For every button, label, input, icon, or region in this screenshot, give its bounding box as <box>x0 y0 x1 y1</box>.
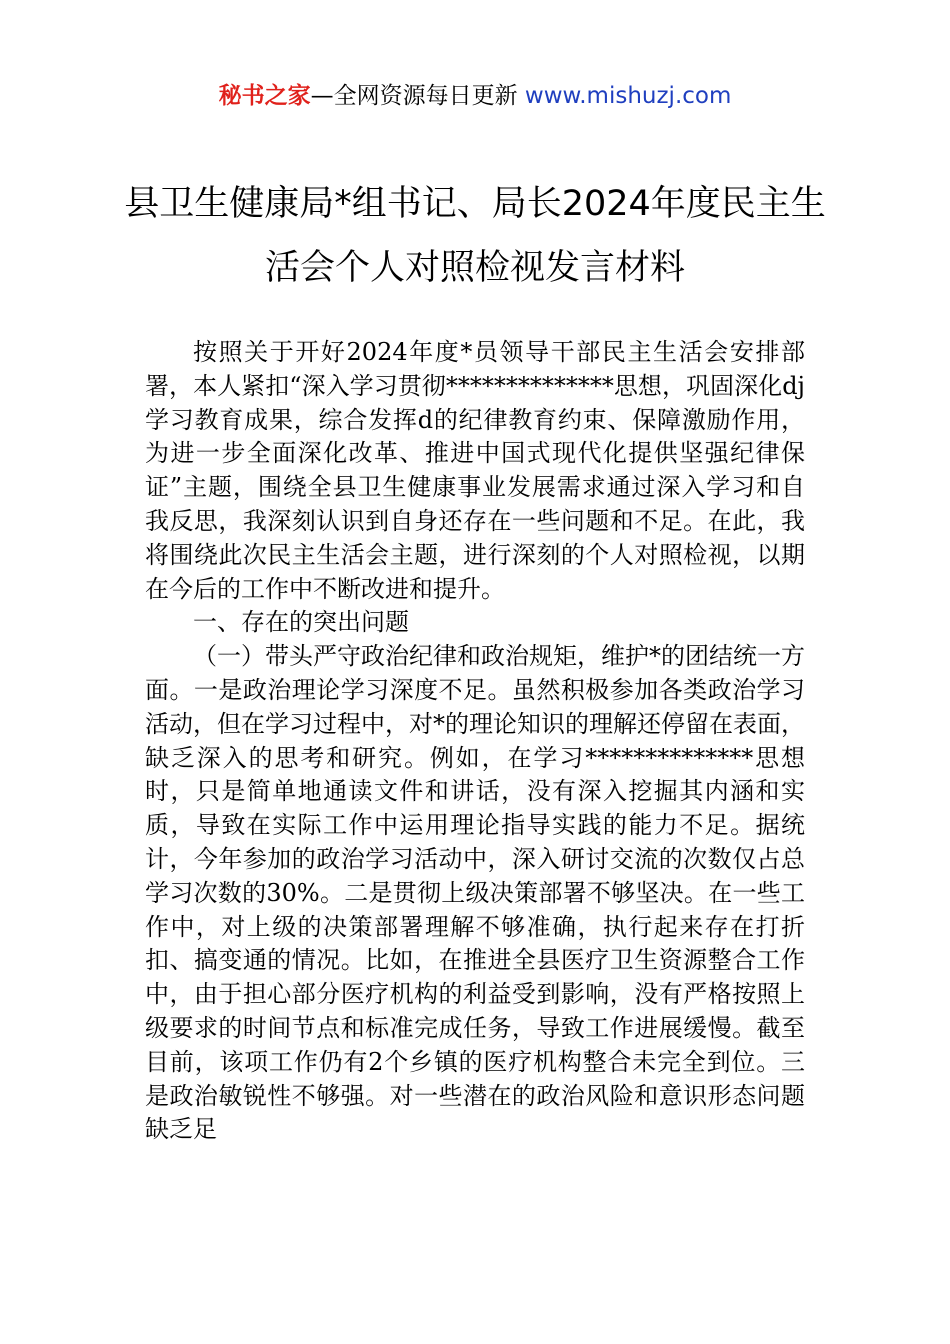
section-heading: 一、存在的突出问题 <box>193 608 409 637</box>
body-paragraph: （一）带头严守政治纪律和政治规矩，维护*的团结统一方面。一是政治理论学习深度不足。虽然积极参加各类政治学习活动，但在学习过程中，对*的理论知识的理解还停留在表面，缺乏深入的思考和研究。例如，在学习**************思想时，只是简单地通读文件和讲话，没有深入挖掘其内涵和实质，导致在实际工作中运用理论指导实践的能力不足。据统计，今年参加的政治学习活动中，深入研讨交流的次数仅占总学习次数的30%。二是贯彻上级决策部署不够坚决。在一些工作中，对上级的决策部署理解不够准确，执行起来存在打折扣、搞变通的情况。比如，在推进全县医疗卫生资源整合工作中，由于担心部分医疗机构的利益受到影响，没有严格按照上级要求的时间节点和标准完成任务，导致工作进展缓慢。截至目前，该项工作仍有2个乡镇的医疗机构整合未完全到位。三是政治敏锐性不够强。对一些潜在的政治风险和意识形态问题缺乏足 <box>145 642 805 1144</box>
site-tagline: —全网资源每日更新 <box>310 83 518 109</box>
intro-paragraph: 按照关于开好2024年度*员领导干部民主生活会安排部署，本人紧扣“深入学习贯彻**************思想，巩固深化dj学习教育成果，综合发挥d的纪律教育约束、保障激励作用，为进一步全面深化改革、推进中国式现代化提供坚强纪律保证”主题，围绕全县卫生健康事业发展需求通过深入学习和自我反思，我深刻认识到自身还存在一些问题和不足。在此，我将围绕此次民主生活会主题，进行深刻的个人对照检视，以期在今后的工作中不断改进和提升。 <box>145 338 805 603</box>
document-title: 县卫生健康局*组书记、局长2024年度民主生活会个人对照检视发言材料 <box>124 184 826 288</box>
site-header <box>0 80 950 112</box>
site-brand: 秘书之家 <box>218 83 311 109</box>
site-url-link[interactable]: www.mishuzj.com <box>524 83 732 109</box>
document-body <box>145 336 805 1147</box>
